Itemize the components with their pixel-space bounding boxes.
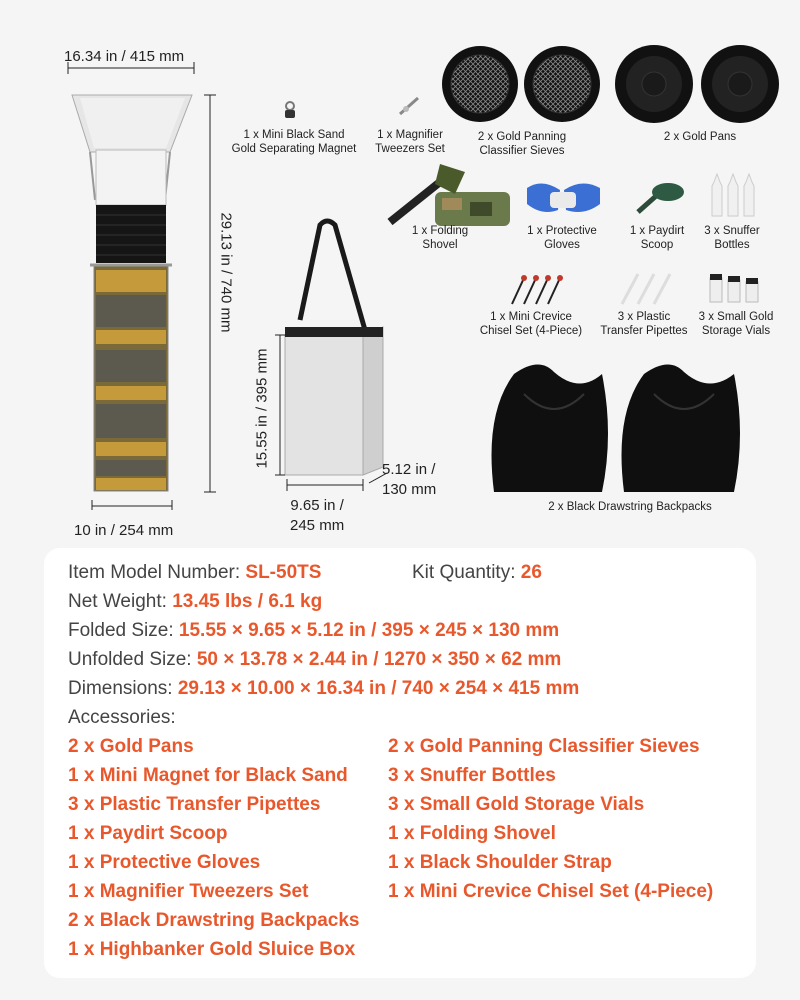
accessory-item: 3 x Plastic Transfer Pipettes [68, 794, 321, 815]
folded-row [68, 620, 559, 642]
shovel-caption: 1 x Folding Shovel [411, 225, 469, 251]
accessory-item: 1 x Folding Shovel [388, 823, 556, 844]
kit-value: 26 [520, 562, 542, 583]
accessory-item: 1 x Black Shoulder Strap [388, 852, 612, 873]
accessory-item: 2 x Gold Pans [68, 736, 194, 757]
model-row [68, 562, 321, 584]
pipettes-image [616, 270, 676, 308]
case-width-label: 9.65 in / 245 mm [290, 497, 345, 534]
vials-image [706, 272, 762, 306]
folded-label: Folded Size: [68, 620, 179, 641]
folded-value: 15.55 × 9.65 × 5.12 in / 395 × 245 × 130 mm [178, 620, 560, 641]
backpacks-image [484, 354, 746, 500]
sieves-caption: 2 x Gold Panning Classifier Sieves [477, 131, 567, 157]
unfolded-label: Unfolded Size: [68, 649, 197, 670]
vials-caption: 3 x Small Gold Storage Vials [698, 311, 774, 337]
model-label: Item Model Number: [68, 562, 246, 583]
accessory-item: 1 x Magnifier Tweezers Set [68, 881, 309, 902]
accessory-item: 2 x Black Drawstring Backpacks [68, 910, 360, 931]
spec-card [44, 548, 756, 978]
weight-row [68, 591, 322, 613]
accessory-item: 1 x Protective Gloves [68, 852, 261, 873]
kit-row [412, 562, 542, 584]
bottles-caption: 3 x Snuffer Bottles [704, 225, 760, 251]
sluice-height-label: 29.13 in / 740 mm [217, 212, 235, 333]
shovel-image [380, 162, 515, 230]
gloves-image [522, 178, 604, 218]
scoop-image [630, 178, 686, 218]
model-value: SL-50TS [245, 562, 322, 583]
bottles-image [704, 172, 760, 220]
chisel-image [508, 272, 568, 308]
tweezers-caption: 1 x Magnifier Tweezers Set [375, 129, 445, 155]
scoop-caption: 1 x Paydirt Scoop [629, 225, 685, 251]
gold-pans-caption: 2 x Gold Pans [663, 131, 737, 143]
unfolded-value: 50 × 13.78 × 2.44 in / 1270 × 350 × 62 mm [196, 649, 562, 670]
case-depth-label: 5.12 in / 130 mm [382, 461, 437, 498]
weight-value: 13.45 lbs / 6.1 kg [172, 591, 323, 612]
sluice-width-label: 16.34 in / 415 mm [64, 48, 185, 65]
pipettes-caption: 3 x Plastic Transfer Pipettes [600, 311, 688, 337]
tweezers-image [398, 96, 420, 118]
case-height-label: 15.55 in / 395 mm [253, 348, 271, 469]
backpacks-caption: 2 x Black Drawstring Backpacks [548, 501, 712, 513]
magnet-image [280, 100, 300, 122]
magnet-caption: 1 x Mini Black Sand Gold Separating Magnet [231, 129, 357, 155]
dimensions-label: Dimensions: [68, 678, 178, 699]
accessory-item: 1 x Highbanker Gold Sluice Box [68, 939, 356, 960]
gloves-caption: 1 x Protective Gloves [527, 225, 597, 251]
accessory-item: 2 x Gold Panning Classifier Sieves [388, 736, 700, 757]
weight-label: Net Weight: [68, 591, 173, 612]
accessory-item: 1 x Mini Crevice Chisel Set (4-Piece) [388, 881, 714, 902]
sieves-image [438, 44, 608, 126]
sluice-base-label: 10 in / 254 mm [74, 522, 174, 539]
accessory-item: 1 x Mini Magnet for Black Sand [68, 765, 348, 786]
accessory-item: 3 x Small Gold Storage Vials [388, 794, 645, 815]
gold-pans-image [612, 44, 788, 126]
kit-label: Kit Quantity: [412, 562, 521, 583]
chisel-caption: 1 x Mini Crevice Chisel Set (4-Piece) [479, 311, 583, 337]
unfolded-row [68, 649, 561, 671]
dimensions-value: 29.13 × 10.00 × 16.34 in / 740 × 254 × 415 mm [177, 678, 580, 699]
accessory-item: 1 x Paydirt Scoop [68, 823, 228, 844]
dimensions-row [68, 678, 579, 700]
accessory-item: 3 x Snuffer Bottles [388, 765, 556, 786]
accessories-heading: Accessories: [68, 707, 176, 728]
